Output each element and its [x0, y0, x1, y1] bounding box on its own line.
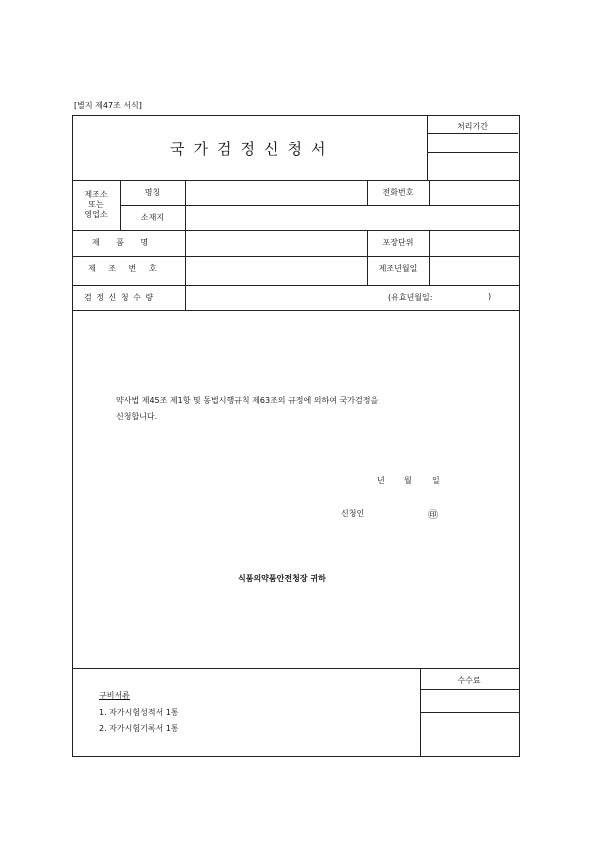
name-label: 명칭 — [144, 188, 161, 197]
date-month-label: 월 — [404, 476, 412, 485]
expiry-close: ) — [488, 292, 492, 301]
packaging-unit-label: 포장단위 — [382, 238, 414, 247]
manufacture-number-label: 제 조 번 호 — [88, 264, 157, 273]
location-field[interactable] — [186, 206, 518, 229]
packaging-unit-field[interactable] — [430, 231, 518, 255]
seal-mark: ㊞ — [428, 510, 438, 521]
manufacture-number-field[interactable] — [186, 257, 366, 284]
phone-field[interactable] — [430, 181, 518, 204]
manufacture-date-field[interactable] — [430, 257, 518, 284]
phone-label: 전화번호 — [382, 188, 414, 197]
attachments-title: 구비서류 — [99, 691, 130, 700]
expiry-field[interactable] — [450, 288, 486, 302]
manufacture-date-label: 제조년월일 — [378, 264, 418, 273]
date-day-label: 일 — [432, 476, 440, 485]
name-field[interactable] — [186, 181, 366, 204]
form-title: 국가검정신청서 — [170, 140, 335, 158]
location-label: 소재지 — [140, 213, 165, 222]
product-name-field[interactable] — [186, 231, 366, 255]
applicant-label: 신청인 — [341, 509, 365, 518]
manufacturer-section-label: 제조소 또는 영업소 — [84, 190, 108, 219]
form-number-note: [별지 제47조 서식] — [74, 101, 142, 110]
inspection-quantity-field[interactable] — [186, 286, 386, 309]
date-year-label: 년 — [377, 476, 385, 485]
attachment-item: 1. 자가시험성적서 1통 — [99, 708, 179, 717]
applicant-field[interactable] — [372, 504, 424, 518]
expiry-label: (유효년월일: — [388, 293, 433, 302]
addressee: 식품의약품안전청장 귀하 — [238, 574, 326, 583]
attachment-item: 2. 자가시험기록서 1통 — [99, 724, 179, 733]
fee-label: 수수료 — [457, 676, 481, 685]
inspection-quantity-label: 검 정 신 청 수 량 — [84, 293, 154, 302]
processing-period-field[interactable] — [428, 134, 518, 152]
fee-field[interactable] — [421, 690, 518, 711]
application-statement-line2: 신청합니다. — [116, 412, 158, 421]
application-statement-line1: 약사법 제45조 제1항 및 동법시행규칙 제63조의 규정에 의하여 국가검정을 — [116, 396, 379, 405]
processing-period-label: 처리기간 — [457, 122, 488, 131]
product-name-label: 제 품 명 — [92, 238, 149, 247]
